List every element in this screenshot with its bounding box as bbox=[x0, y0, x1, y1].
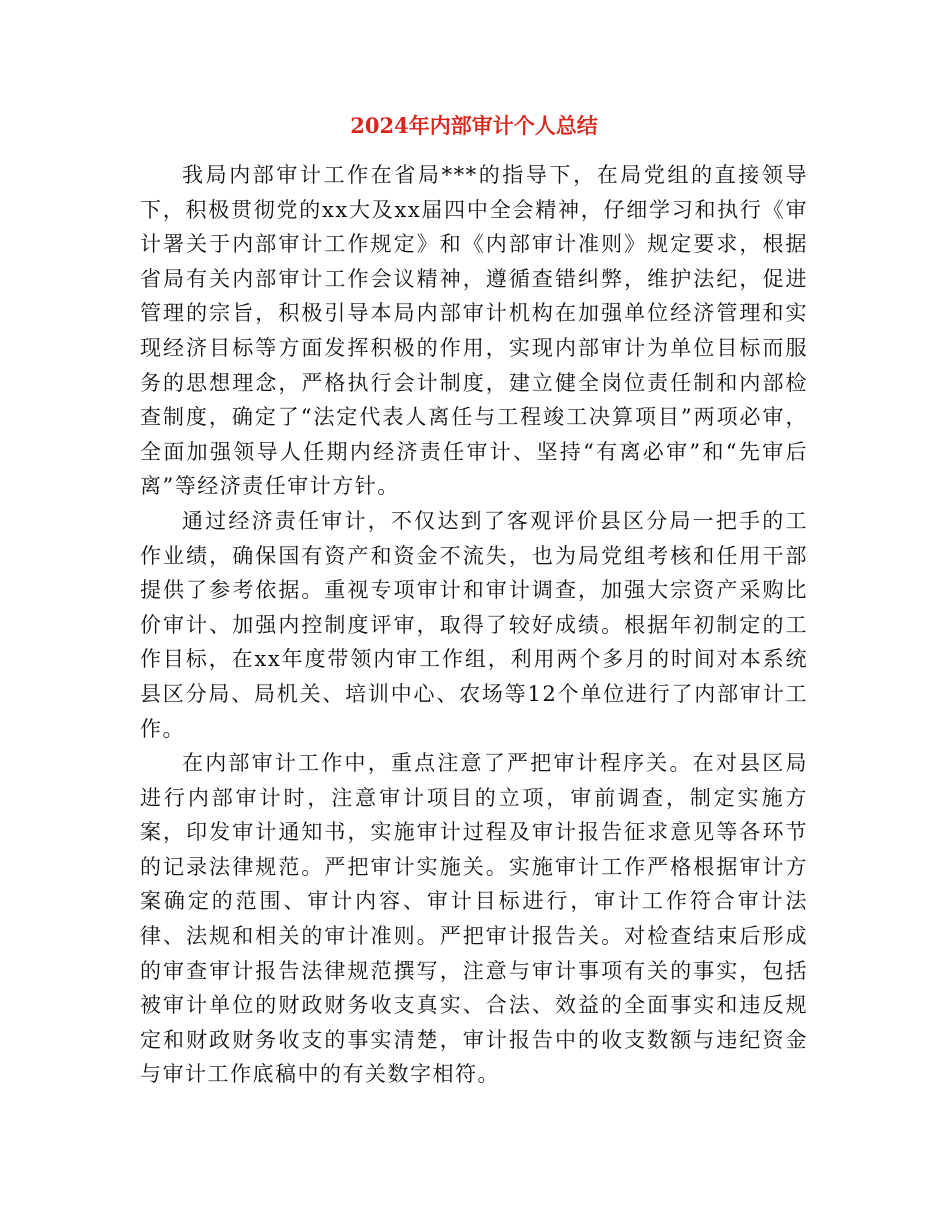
paragraph-1: 我局内部审计工作在省局***的指导下，在局党组的直接领导下，积极贯彻党的xx大及xx届四中全会精神，仔细学习和执行《审计署关于内部审计工作规定》和《内部审计准则》规定要求，根据省局有关内部审计工作会议精神，遵循查错纠弊，维护法纪，促进管理的宗旨，积极引导本局内部审计机构在加强单位经济管理和实现经济目标等方面发挥积极的作用，实现内部审计为单位目标而服务的思想理念，严格执行会计制度，建立健全岗位责任制和内部检查制度，确定了“法定代表人离任与工程竣工决算项目”两项必审，全面加强领导人任期内经济责任审计、坚持“有离必审”和“先审后离”等经济责任审计方针。 bbox=[140, 163, 808, 499]
paragraph-3: 在内部审计工作中，重点注意了严把审计程序关。在对县区局进行内部审计时，注意审计项目的立项，审前调查，制定实施方案，印发审计通知书，实施审计过程及审计报告征求意见等各环节的记录法律规范。严把审计实施关。实施审计工作严格根据审计方案确定的范围、审计内容、审计目标进行，审计工作符合审计法律、法规和相关的审计准则。严把审计报告关。对检查结束后形成的审查审计报告法律规范撰写，注意与审计事项有关的事实，包括被审计单位的财政财务收支真实、合法、效益的全面事实和违反规定和财政财务收支的事实清楚，审计报告中的收支数额与违纪资金与审计工作底稿中的有关数字相符。 bbox=[140, 751, 808, 1087]
document-body bbox=[140, 158, 808, 1092]
document-page bbox=[140, 108, 808, 1092]
paragraph-2: 通过经济责任审计，不仅达到了客观评价县区分局一把手的工作业绩，确保国有资产和资金不流失，也为局党组考核和任用干部提供了参考依据。重视专项审计和审计调查，加强大宗资产采购比价审计、加强内控制度评审，取得了较好成绩。根据年初制定的工作目标，在xx年度带领内审工作组，利用两个多月的时间对本系统县区分局、局机关、培训中心、农场等12个单位进行了内部审计工作。 bbox=[140, 508, 808, 741]
document-title: 2024年内部审计个人总结 bbox=[350, 113, 598, 138]
